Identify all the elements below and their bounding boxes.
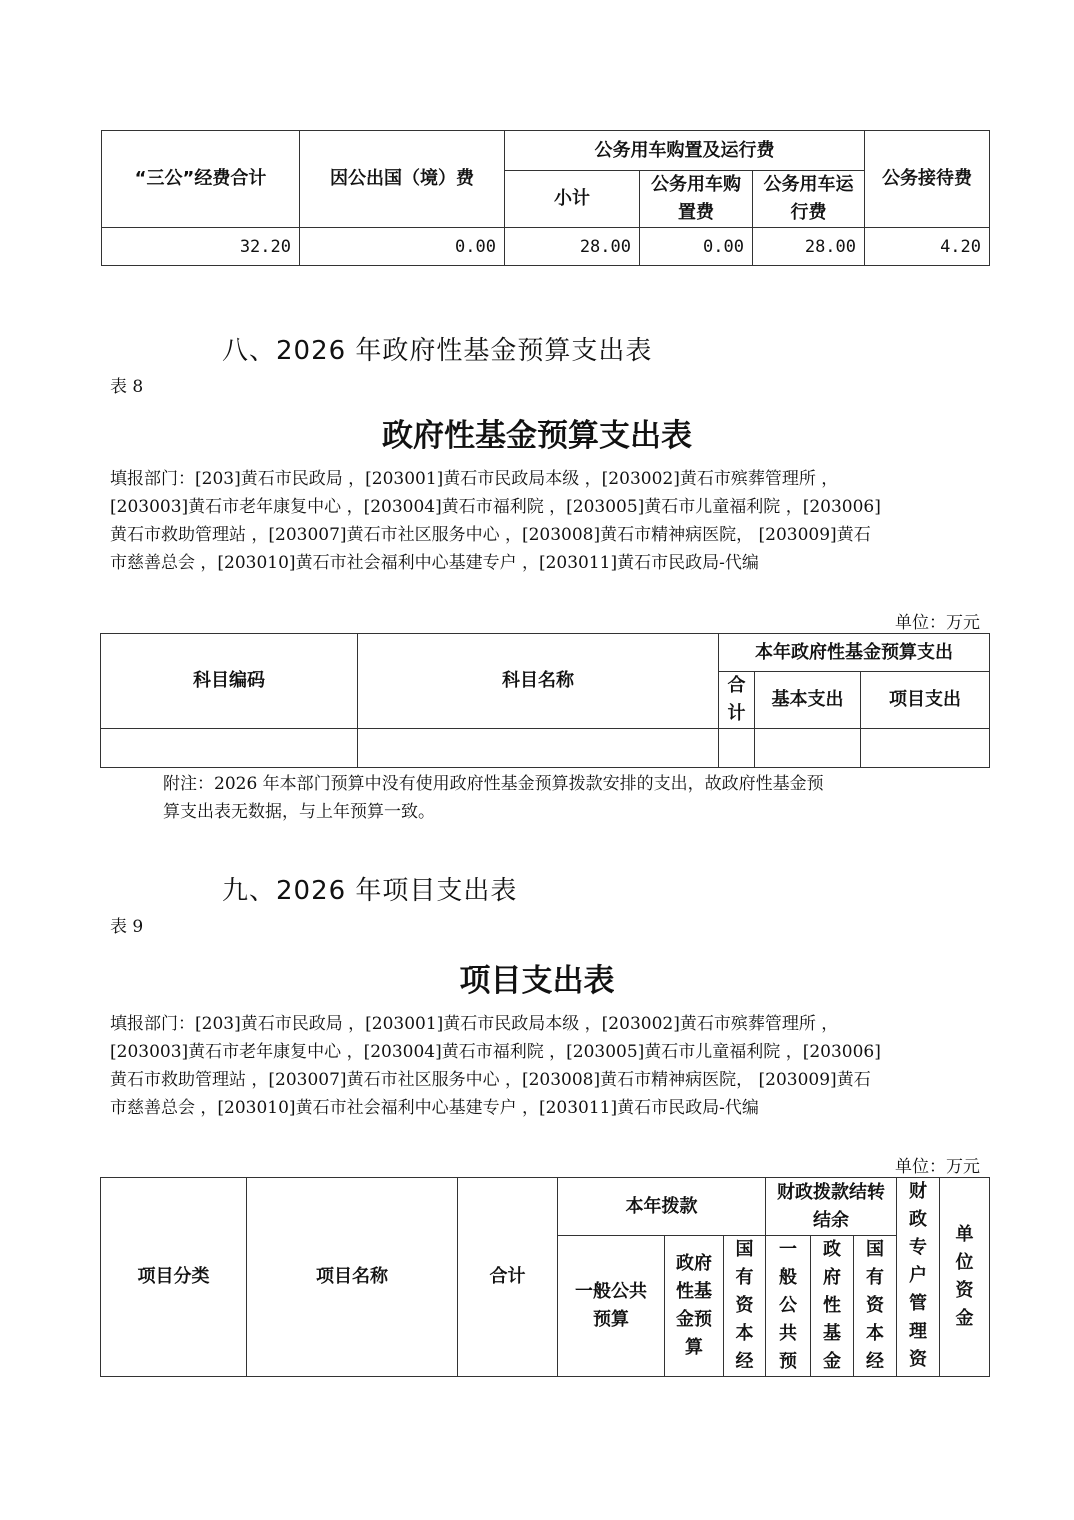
section8-note-line: 附注：2026 年本部门预算中没有使用政府性基金预算拨款安排的支出，故政府性基金预 (163, 774, 824, 794)
header-total: 合计 (458, 1178, 558, 1377)
header-gov-fund-budget: 政府性基金预算 (665, 1236, 724, 1377)
header-vehicle-group: 公务用车购置及运行费 (505, 131, 865, 171)
cell-reception: 4.20 (865, 228, 990, 266)
header-project-expense: 项目支出 (861, 672, 990, 729)
cell-vehicle-purchase: 0.00 (640, 228, 753, 266)
cell-vehicle-operation: 28.00 (753, 228, 865, 266)
empty-cell (719, 729, 755, 768)
gov-fund-table (100, 633, 990, 768)
header-state-capital: 国有资本经 (724, 1236, 766, 1377)
header-subject-name: 科目名称 (358, 634, 719, 729)
header-carryover-state: 国有资本经 (854, 1236, 897, 1377)
header-vehicle-purchase: 公务用车购置费 (640, 171, 753, 228)
header-gov-fund-group: 本年政府性基金预算支出 (719, 634, 990, 672)
empty-cell (101, 729, 358, 768)
sangong-table (101, 130, 990, 266)
section9-heading: 九、2026 年项目支出表 (222, 876, 518, 906)
section9-unit: 单位：万元 (895, 1157, 980, 1177)
section8-table-number: 表 8 (110, 377, 144, 397)
header-special-account: 财政专户管理资 (897, 1178, 940, 1377)
section8-department-line: 黄石市救助管理站 ，[203007]黄石市社区服务中心 ，[203008]黄石市精神病医院， [203009]黄石 (110, 525, 871, 545)
section9-department-line: [203003]黄石市老年康复中心 ，[203004]黄石市福利院 ，[203005]黄石市儿童福利院 ，[203006] (110, 1042, 881, 1062)
empty-cell (358, 729, 719, 768)
header-abroad: 因公出国（境）费 (300, 131, 505, 228)
section9-department-line: 黄石市救助管理站 ，[203007]黄石市社区服务中心 ，[203008]黄石市精神病医院， [203009]黄石 (110, 1070, 871, 1090)
header-carryover-general: 一般公共预 (766, 1236, 811, 1377)
header-current-appropriation: 本年拨款 (558, 1178, 766, 1236)
header-carryover-fund: 政府性基金 (811, 1236, 854, 1377)
header-subject-code: 科目编码 (101, 634, 358, 729)
section8-title: 政府性基金预算支出表 (382, 418, 692, 454)
section8-note (163, 770, 943, 826)
section9-title: 项目支出表 (459, 963, 615, 999)
cell-sangong-total: 32.20 (102, 228, 300, 266)
header-basic-expense: 基本支出 (755, 672, 861, 729)
header-project-category: 项目分类 (101, 1178, 247, 1377)
header-subtotal: 小计 (505, 171, 640, 228)
header-reception: 公务接待费 (865, 131, 990, 228)
header-vehicle-operation: 公务用车运行费 (753, 171, 865, 228)
header-sangong-total: “三公”经费合计 (102, 131, 300, 228)
header-project-name: 项目名称 (247, 1178, 458, 1377)
section8-department (110, 465, 990, 577)
project-expense-table (100, 1177, 990, 1377)
empty-cell (861, 729, 990, 768)
section8-department-line: [203003]黄石市老年康复中心 ，[203004]黄石市福利院 ，[203005]黄石市儿童福利院 ，[203006] (110, 497, 881, 517)
section8-note-line: 算支出表无数据，与上年预算一致。 (163, 802, 435, 822)
empty-cell (755, 729, 861, 768)
section8-unit: 单位：万元 (895, 613, 980, 633)
cell-abroad: 0.00 (300, 228, 505, 266)
cell-subtotal: 28.00 (505, 228, 640, 266)
header-general-public-budget: 一般公共预算 (558, 1236, 665, 1377)
section9-table-number: 表 9 (110, 917, 144, 937)
section9-department (110, 1010, 990, 1122)
section9-department-line: 填报部门：[203]黄石市民政局 ，[203001]黄石市民政局本级 ，[203002]黄石市殡葬管理所 ， (110, 1014, 839, 1034)
section8-department-line: 填报部门：[203]黄石市民政局 ，[203001]黄石市民政局本级 ，[203002]黄石市殡葬管理所 ， (110, 469, 839, 489)
header-carryover-group: 财政拨款结转结余 (766, 1178, 897, 1236)
header-unit-funds: 单位资金 (940, 1178, 990, 1377)
section8-department-line: 市慈善总会 ，[203010]黄石市社会福利中心基建专户 ，[203011]黄石市民政局-代编 (110, 553, 759, 573)
section8-heading: 八、2026 年政府性基金预算支出表 (222, 336, 653, 366)
header-total: 合计 (719, 672, 755, 729)
section9-department-line: 市慈善总会 ，[203010]黄石市社会福利中心基建专户 ，[203011]黄石市民政局-代编 (110, 1098, 759, 1118)
